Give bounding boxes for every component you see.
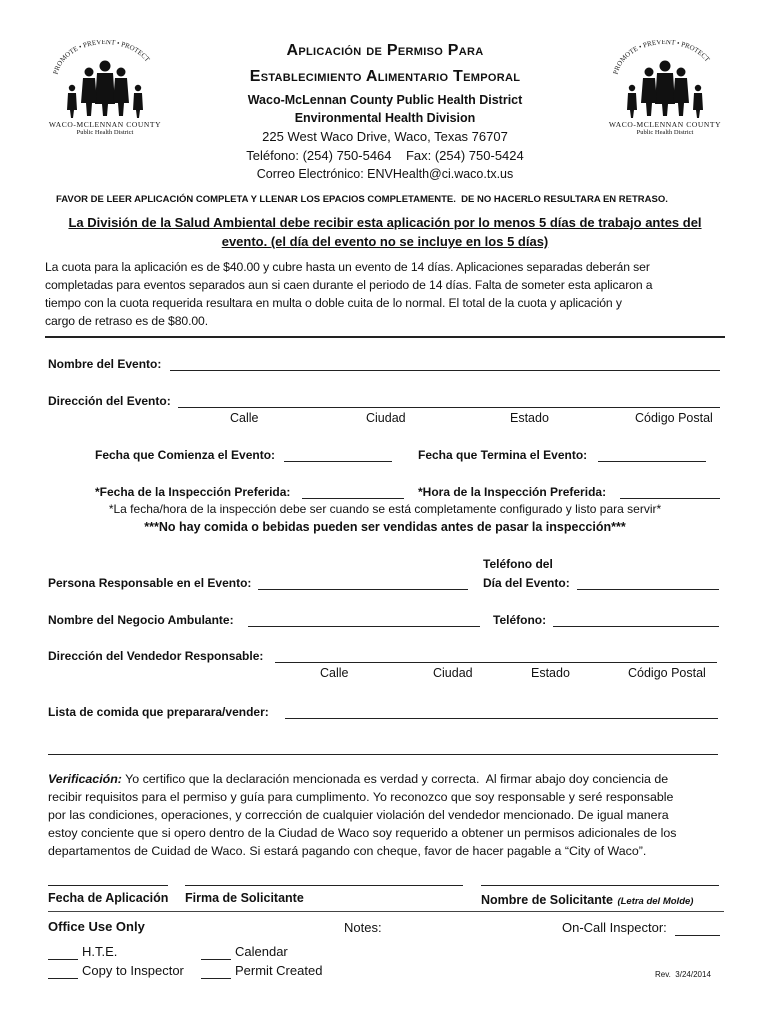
vendor-address-label: Dirección del Vendedor Responsable: [48, 649, 264, 663]
hte-checkbox-field[interactable] [48, 945, 78, 960]
copy-inspector-label: Copy to Inspector [82, 963, 184, 978]
vendor-phone-field[interactable] [553, 612, 719, 627]
verification-line2: recibir requisitos para el permiso y guía para cumplimento. Yo reconozco que soy responsable y seré responsable [48, 790, 674, 804]
phone-fax: Teléfono: (254) 750-5464 Fax: (254) 750-5424 [246, 148, 524, 163]
phone-day-label-line1: Teléfono del [483, 557, 553, 571]
application-date-label: Fecha de Aplicación [48, 891, 169, 905]
fee-line4: cargo de retraso es de $80.00. [45, 314, 208, 328]
vendor-addr-street-caption: Calle [320, 666, 349, 680]
fee-line3: tiempo con la cuota requerida resultara en multa o doble cuita de lo normal. El total de la cuota y aplicación y [45, 296, 622, 310]
event-addr-street-caption: Calle [230, 411, 259, 425]
logo-name: WACO-MCLENNAN COUNTY [608, 120, 722, 129]
form-title-line2: Establecimiento Alimentario Temporal [249, 68, 521, 85]
logo-arc-text: PROMOTE • PREVENT • PROTECT [611, 40, 712, 76]
food-list-field-continued[interactable] [48, 740, 718, 755]
calendar-checkbox-field[interactable] [201, 945, 231, 960]
permit-created-label: Permit Created [235, 963, 323, 978]
vendor-business-field[interactable] [248, 612, 480, 627]
office-divider [48, 911, 724, 912]
event-address-label: Dirección del Evento: [48, 394, 171, 408]
on-call-inspector-field[interactable] [675, 921, 720, 936]
division-name: Environmental Health Division [294, 111, 476, 125]
logo-right [605, 40, 725, 140]
applicant-name-field[interactable] [481, 871, 719, 886]
event-addr-state-caption: Estado [510, 411, 549, 425]
logo-sub: Public Health District [636, 129, 694, 136]
event-name-field[interactable] [170, 356, 720, 371]
deadline-notice-line2: evento. (el día del evento no se incluye en los 5 días) [221, 234, 549, 249]
logo-name: WACO-MCLENNAN COUNTY [48, 120, 162, 129]
phone-day-field[interactable] [577, 575, 719, 590]
vendor-addr-zip-caption: Código Postal [628, 666, 706, 680]
applicant-signature-field[interactable] [185, 871, 463, 886]
verification-text-1: Yo certifico que la declaración mencionada es verdad y correcta. Al firmar abajo doy conciencia de [121, 772, 669, 786]
fee-line1: La cuota para la aplicación es de $40.00 y cubre hasta un evento de 14 días. Aplicaciones separadas deberán ser [45, 260, 650, 274]
application-date-field[interactable] [48, 871, 168, 886]
inspection-note: *La fecha/hora de la inspección debe ser cuando se está completamente configurado y listo para servir* [108, 502, 662, 516]
event-addr-city-caption: Ciudad [366, 411, 406, 425]
start-date-label: Fecha que Comienza el Evento: [95, 448, 276, 462]
end-date-field[interactable] [598, 447, 706, 462]
email: Correo Electrónico: ENVHealth@ci.waco.tx.us [256, 167, 514, 181]
vendor-addr-city-caption: Ciudad [433, 666, 473, 680]
applicant-name-hint: (Letra del Molde) [617, 896, 694, 907]
vendor-address-field[interactable] [275, 648, 717, 663]
verification-line3: por las condiciones, operaciones, y corrección de cualquier violación del vendedor mencionado. De igual manera [48, 808, 669, 822]
copy-inspector-checkbox-field[interactable] [48, 964, 78, 979]
notes-label: Notes: [344, 920, 382, 935]
phone-day-label-line2: Día del Evento: [483, 576, 570, 590]
logo-left [45, 40, 165, 140]
on-call-inspector-label: On-Call Inspector: [562, 920, 667, 935]
district-name: Waco-McLennan County Public Health District [247, 93, 523, 107]
end-date-label: Fecha que Termina el Evento: [418, 448, 588, 462]
form-title-line1: Aplicación de Permiso Para [286, 42, 484, 59]
section-divider [45, 336, 725, 338]
calendar-label: Calendar [235, 944, 288, 959]
food-list-field[interactable] [285, 704, 718, 719]
applicant-name-label: Nombre de Solicitante [481, 893, 613, 907]
office-use-title: Office Use Only [48, 919, 145, 934]
deadline-notice-line1: La División de la Salud Ambiental debe recibir esta aplicación por lo menos 5 días de trabajo antes del [68, 215, 702, 230]
applicant-name-label-wrap [481, 891, 693, 909]
address: 225 West Waco Drive, Waco, Texas 76707 [262, 129, 508, 144]
logo-sub: Public Health District [76, 129, 134, 136]
fee-line2: completadas para eventos separados aun si caen durante el periodo de 14 días. Falta de someter esta aplicaron a [45, 278, 653, 292]
responsible-person-label: Persona Responsable en el Evento: [48, 576, 252, 590]
hte-label: H.T.E. [82, 944, 118, 959]
verification-line1 [48, 772, 668, 786]
no-food-warning: ***No hay comida o bebidas pueden ser vendidas antes de pasar la inspección*** [144, 520, 626, 534]
inspection-time-label: *Hora de la Inspección Preferida: [418, 485, 607, 499]
vendor-addr-state-caption: Estado [531, 666, 570, 680]
verification-line5: departamentos de Cuidad de Waco. Si estará pagando con cheque, favor de hacer pagable a “City of Waco”. [48, 844, 647, 858]
vendor-phone-label: Teléfono: [493, 613, 547, 627]
food-list-label: Lista de comida que preparara/vender: [48, 705, 269, 719]
caps-notice: FAVOR DE LEER APLICACIÓN COMPLETA Y LLENAR LOS EPACIOS COMPLETAMENTE. DE NO HACERLO RESULTARA EN RETRASO. [56, 194, 668, 205]
inspection-date-field[interactable] [302, 484, 404, 499]
inspection-time-field[interactable] [620, 484, 720, 499]
start-date-field[interactable] [284, 447, 392, 462]
revision-label: Rev. 3/24/2014 [655, 970, 711, 979]
logo-arc-text: PROMOTE • PREVENT • PROTECT [51, 40, 152, 76]
applicant-signature-label: Firma de Solicitante [185, 891, 304, 905]
responsible-person-field[interactable] [258, 575, 468, 590]
event-name-label: Nombre del Evento: [48, 357, 162, 371]
inspection-date-label: *Fecha de la Inspección Preferida: [95, 485, 291, 499]
permit-created-checkbox-field[interactable] [201, 964, 231, 979]
verification-label: Verificación: [48, 772, 122, 786]
vendor-business-label: Nombre del Negocio Ambulante: [48, 613, 234, 627]
event-addr-zip-caption: Código Postal [635, 411, 713, 425]
event-address-field[interactable] [178, 393, 720, 408]
verification-line4: estoy conciente que si opero dentro de la Ciudad de Waco soy requerido a obtener un permisos adicionales de los [48, 826, 677, 840]
